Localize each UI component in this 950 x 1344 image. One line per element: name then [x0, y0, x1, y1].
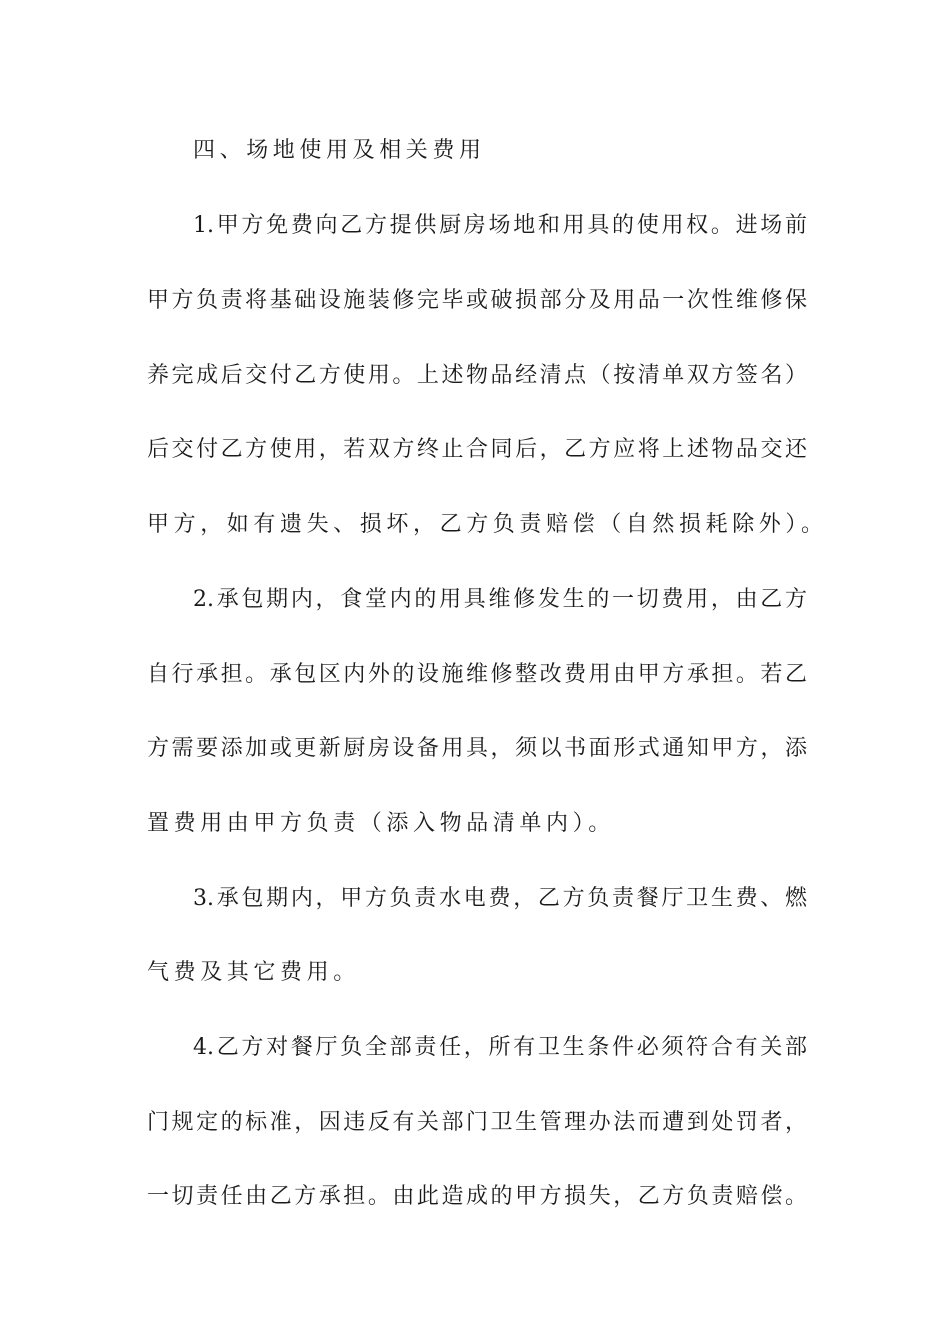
paragraph-line: 4.乙方对餐厅负全部责任，所有卫生条件必须符合有关部	[193, 1035, 807, 1060]
paragraph-line: 1.甲方免费向乙方提供厨房场地和用具的使用权。进场前	[193, 213, 807, 238]
paragraph-line: 养完成后交付乙方使用。上述物品经清点（按清单双方签名）	[147, 363, 807, 388]
paragraph-line: 甲方，如有遗失、损坏，乙方负责赔偿（自然损耗除外）。	[147, 512, 828, 537]
paragraph-line: 自行承担。承包区内外的设施维修整改费用由甲方承担。若乙	[147, 662, 807, 687]
paragraph-line: 方需要添加或更新厨房设备用具，须以书面形式通知甲方，添	[147, 736, 807, 761]
paragraph-line: 门规定的标准，因违反有关部门卫生管理办法而遭到处罚者，	[147, 1110, 807, 1135]
paragraph-line: 3.承包期内，甲方负责水电费，乙方负责餐厅卫生费、燃	[193, 886, 807, 911]
paragraph-line: 置费用由甲方负责（添入物品清单内）。	[147, 811, 615, 836]
paragraph-line: 甲方负责将基础设施装修完毕或破损部分及用品一次性维修保	[147, 288, 807, 313]
paragraph-line: 气费及其它费用。	[147, 960, 360, 985]
paragraph-line: 一切责任由乙方承担。由此造成的甲方损失，乙方负责赔偿。	[147, 1184, 807, 1209]
paragraph-line: 2.承包期内，食堂内的用具维修发生的一切费用，由乙方	[193, 587, 807, 612]
section-heading: 四、场地使用及相关费用	[193, 138, 486, 163]
paragraph-line: 后交付乙方使用，若双方终止合同后，乙方应将上述物品交还	[147, 437, 807, 462]
